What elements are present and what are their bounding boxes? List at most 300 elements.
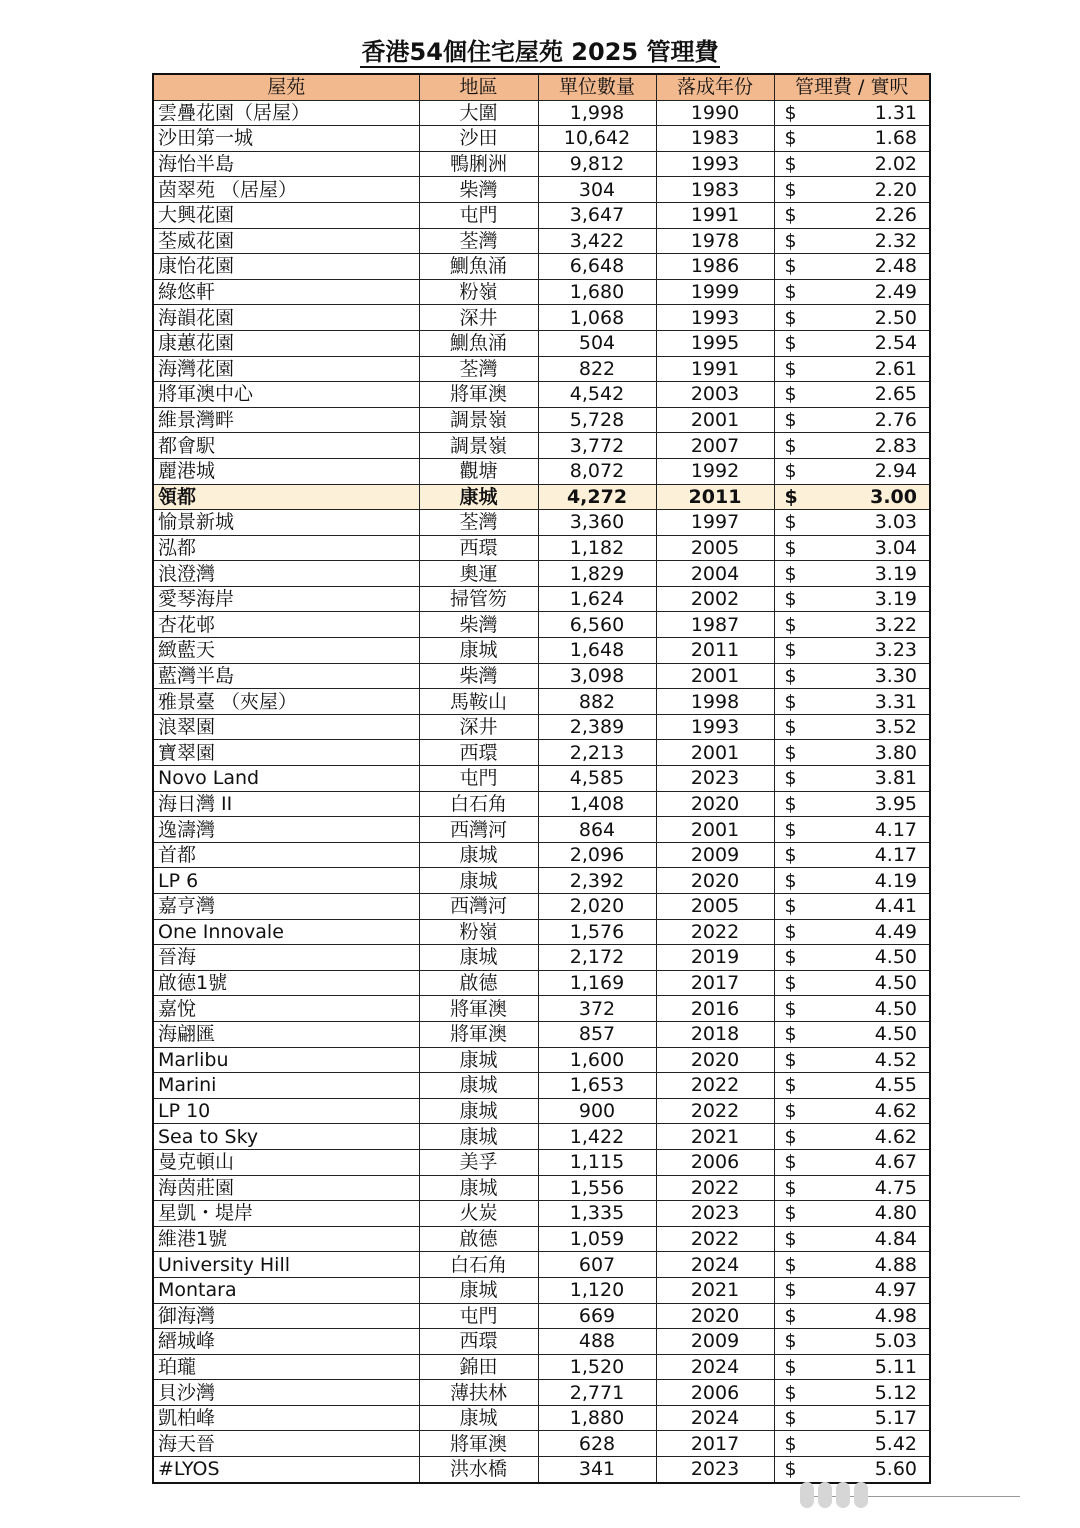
cell-district: 薄扶林: [419, 1380, 538, 1406]
cell-units: 1,068: [538, 305, 656, 331]
cell-district: 洪水橋: [419, 1457, 538, 1483]
cell-year: 2020: [656, 791, 774, 817]
cell-units: 2,172: [538, 945, 656, 971]
cell-units: 1,624: [538, 586, 656, 612]
overlay-bar: [854, 1482, 868, 1508]
currency-symbol: $: [784, 792, 797, 815]
cell-year: 1993: [656, 714, 774, 740]
cell-estate: 大興花園: [153, 202, 419, 228]
cell-year: 2024: [656, 1354, 774, 1380]
table-row: [153, 945, 930, 971]
cell-units: 1,653: [538, 1073, 656, 1099]
fee-amount: 4.50: [874, 972, 917, 995]
cell-estate: 星凱・堤岸: [153, 1201, 419, 1227]
cell-estate: Montara: [153, 1277, 419, 1303]
fee-amount: 4.17: [874, 818, 917, 841]
fee-amount: 4.17: [874, 844, 917, 867]
currency-symbol: $: [784, 357, 797, 380]
cell-district: 康城: [419, 1124, 538, 1150]
cell-estate: 海日灣 II: [153, 791, 419, 817]
cell-units: 628: [538, 1431, 656, 1457]
cell-estate: 嘉亨灣: [153, 894, 419, 920]
cell-fee: [774, 894, 930, 920]
cell-fee: [774, 1021, 930, 1047]
cell-year: 2019: [656, 945, 774, 971]
currency-symbol: $: [784, 306, 797, 329]
cell-district: 鰂魚涌: [419, 254, 538, 280]
cell-fee: [774, 1354, 930, 1380]
cell-year: 2009: [656, 1329, 774, 1355]
cell-fee: [774, 484, 930, 510]
cell-fee: [774, 766, 930, 792]
cell-units: 2,096: [538, 842, 656, 868]
cell-fee: [774, 1149, 930, 1175]
cell-estate: 珀瓏: [153, 1354, 419, 1380]
cell-fee: [774, 817, 930, 843]
cell-fee: [774, 791, 930, 817]
cell-estate: Marlibu: [153, 1047, 419, 1073]
cell-year: 2022: [656, 1226, 774, 1252]
cell-units: 1,120: [538, 1277, 656, 1303]
table-row: [153, 228, 930, 254]
cell-district: 西環: [419, 740, 538, 766]
fee-amount: 3.81: [874, 767, 917, 790]
currency-symbol: $: [784, 1432, 797, 1455]
cell-district: 大圍: [419, 100, 538, 126]
fee-amount: 3.30: [874, 664, 917, 687]
currency-symbol: $: [784, 1074, 797, 1097]
fee-amount: 4.49: [874, 920, 917, 943]
cell-units: 1,829: [538, 561, 656, 587]
fee-amount: 5.42: [874, 1432, 917, 1455]
table-row: [153, 1047, 930, 1073]
table-row: [153, 1252, 930, 1278]
table-row: [153, 1277, 930, 1303]
fee-amount: 3.52: [874, 716, 917, 739]
currency-symbol: $: [784, 281, 797, 304]
cell-estate: 貝沙灣: [153, 1380, 419, 1406]
cell-fee: [774, 1098, 930, 1124]
cell-year: 1986: [656, 254, 774, 280]
table-row: [153, 1457, 930, 1483]
cell-estate: Sea to Sky: [153, 1124, 419, 1150]
cell-estate: 麗港城: [153, 458, 419, 484]
currency-symbol: $: [784, 997, 797, 1020]
currency-symbol: $: [784, 588, 797, 611]
cell-estate: 領都: [153, 484, 419, 510]
cell-district: 西環: [419, 1329, 538, 1355]
cell-year: 2001: [656, 663, 774, 689]
fee-amount: 4.88: [874, 1253, 917, 1276]
cell-units: 1,648: [538, 638, 656, 664]
cell-units: 1,408: [538, 791, 656, 817]
fee-amount: 5.17: [874, 1407, 917, 1430]
cell-year: 2002: [656, 586, 774, 612]
cell-fee: [774, 1175, 930, 1201]
cell-year: 1999: [656, 279, 774, 305]
cell-year: 2023: [656, 766, 774, 792]
cell-district: 西灣河: [419, 817, 538, 843]
cell-estate: 愛琴海岸: [153, 586, 419, 612]
cell-estate: 緻藍天: [153, 638, 419, 664]
cell-estate: 杏花邨: [153, 612, 419, 638]
cell-fee: [774, 689, 930, 715]
currency-symbol: $: [784, 536, 797, 559]
cell-district: 觀塘: [419, 458, 538, 484]
table-row: [153, 458, 930, 484]
fee-amount: 3.19: [874, 562, 917, 585]
fee-amount: 5.11: [874, 1355, 917, 1378]
cell-year: 1983: [656, 126, 774, 152]
table-row: [153, 484, 930, 510]
cell-fee: [774, 1329, 930, 1355]
cell-district: 荃灣: [419, 356, 538, 382]
cell-district: 啟德: [419, 970, 538, 996]
cell-units: 3,098: [538, 663, 656, 689]
fee-amount: 3.95: [874, 792, 917, 815]
cell-district: 啟德: [419, 1226, 538, 1252]
cell-units: 1,556: [538, 1175, 656, 1201]
cell-units: 304: [538, 177, 656, 203]
cell-year: 2003: [656, 382, 774, 408]
fee-amount: 4.75: [874, 1176, 917, 1199]
cell-district: 鴨脷洲: [419, 151, 538, 177]
cell-units: 5,728: [538, 407, 656, 433]
page-title-text: 香港54個住宅屋苑 2025 管理費: [361, 38, 719, 66]
table-row: [153, 1329, 930, 1355]
table-row: [153, 868, 930, 894]
cell-year: 1993: [656, 151, 774, 177]
cell-year: 2023: [656, 1201, 774, 1227]
fee-amount: 4.50: [874, 946, 917, 969]
cell-units: 1,169: [538, 970, 656, 996]
table-row: [153, 126, 930, 152]
cell-year: 2005: [656, 894, 774, 920]
fee-amount: 2.76: [874, 409, 917, 432]
management-fee-table: [152, 73, 931, 1484]
cell-estate: 海茵莊園: [153, 1175, 419, 1201]
currency-symbol: $: [784, 1125, 797, 1148]
cell-fee: [774, 586, 930, 612]
currency-symbol: $: [784, 332, 797, 355]
table-row: [153, 689, 930, 715]
currency-symbol: $: [784, 664, 797, 687]
cell-year: 2022: [656, 1175, 774, 1201]
cell-units: 4,585: [538, 766, 656, 792]
header-estate: 屋苑: [153, 74, 419, 100]
cell-fee: [774, 842, 930, 868]
cell-estate: 逸濤灣: [153, 817, 419, 843]
cell-fee: [774, 1457, 930, 1483]
table-row: [153, 1073, 930, 1099]
cell-fee: [774, 202, 930, 228]
cell-estate: 首都: [153, 842, 419, 868]
cell-estate: 都會駅: [153, 433, 419, 459]
currency-symbol: $: [784, 229, 797, 252]
cell-units: 3,360: [538, 510, 656, 536]
cell-year: 1987: [656, 612, 774, 638]
currency-symbol: $: [784, 101, 797, 124]
fee-amount: 4.80: [874, 1202, 917, 1225]
cell-fee: [774, 663, 930, 689]
cell-district: 康城: [419, 1073, 538, 1099]
cell-year: 2024: [656, 1252, 774, 1278]
fee-amount: 4.62: [874, 1100, 917, 1123]
cell-fee: [774, 919, 930, 945]
cell-estate: 茵翠苑 （居屋）: [153, 177, 419, 203]
cell-district: 奧運: [419, 561, 538, 587]
cell-estate: 泓都: [153, 535, 419, 561]
cell-fee: [774, 1073, 930, 1099]
table-row: [153, 535, 930, 561]
cell-year: 1991: [656, 356, 774, 382]
currency-symbol: $: [784, 895, 797, 918]
cell-district: 調景嶺: [419, 433, 538, 459]
cell-year: 2004: [656, 561, 774, 587]
cell-fee: [774, 612, 930, 638]
table-row: [153, 970, 930, 996]
fee-amount: 4.62: [874, 1125, 917, 1148]
cell-fee: [774, 1277, 930, 1303]
cell-district: 柴灣: [419, 663, 538, 689]
table-row: [153, 791, 930, 817]
header-year: 落成年份: [656, 74, 774, 100]
table-row: [153, 638, 930, 664]
cell-fee: [774, 305, 930, 331]
cell-year: 2006: [656, 1149, 774, 1175]
currency-symbol: $: [784, 613, 797, 636]
cell-units: 2,392: [538, 868, 656, 894]
currency-symbol: $: [784, 1151, 797, 1174]
cell-district: 鰂魚涌: [419, 330, 538, 356]
cell-district: 白石角: [419, 791, 538, 817]
cell-units: 1,600: [538, 1047, 656, 1073]
table-row: [153, 1098, 930, 1124]
cell-units: 864: [538, 817, 656, 843]
fee-amount: 4.52: [874, 1048, 917, 1071]
cell-year: 2024: [656, 1405, 774, 1431]
currency-symbol: $: [784, 818, 797, 841]
currency-symbol: $: [784, 1330, 797, 1353]
table-row: [153, 1149, 930, 1175]
cell-year: 1991: [656, 202, 774, 228]
cell-district: 柴灣: [419, 612, 538, 638]
currency-symbol: $: [784, 920, 797, 943]
currency-symbol: $: [784, 485, 798, 508]
currency-symbol: $: [784, 1355, 797, 1378]
table-row: [153, 1021, 930, 1047]
currency-symbol: $: [784, 690, 797, 713]
cell-fee: [774, 1047, 930, 1073]
table-row: [153, 1124, 930, 1150]
cell-year: 2022: [656, 1073, 774, 1099]
cell-estate: #LYOS: [153, 1457, 419, 1483]
cell-district: 火炭: [419, 1201, 538, 1227]
cell-estate: 海翩匯: [153, 1021, 419, 1047]
fee-amount: 5.12: [874, 1381, 917, 1404]
cell-district: 白石角: [419, 1252, 538, 1278]
cell-year: 2016: [656, 996, 774, 1022]
fee-amount: 2.65: [874, 383, 917, 406]
cell-units: 669: [538, 1303, 656, 1329]
fee-amount: 2.26: [874, 204, 917, 227]
cell-estate: 荃威花園: [153, 228, 419, 254]
cell-units: 504: [538, 330, 656, 356]
table-body: [153, 100, 930, 1483]
cell-district: 康城: [419, 1405, 538, 1431]
cell-fee: [774, 1201, 930, 1227]
cell-units: 1,335: [538, 1201, 656, 1227]
cell-district: 康城: [419, 484, 538, 510]
cell-units: 857: [538, 1021, 656, 1047]
cell-units: 3,772: [538, 433, 656, 459]
cell-estate: 浪澄灣: [153, 561, 419, 587]
cell-year: 2020: [656, 1047, 774, 1073]
cell-fee: [774, 510, 930, 536]
cell-estate: 維景灣畔: [153, 407, 419, 433]
currency-symbol: $: [784, 1407, 797, 1430]
cell-year: 2020: [656, 868, 774, 894]
cell-estate: LP 6: [153, 868, 419, 894]
fee-amount: 4.98: [874, 1304, 917, 1327]
fee-amount: 5.60: [874, 1458, 917, 1481]
table-row: [153, 151, 930, 177]
cell-district: 將軍澳: [419, 1021, 538, 1047]
table-row: [153, 433, 930, 459]
cell-estate: Novo Land: [153, 766, 419, 792]
overlay-bar: [818, 1482, 832, 1508]
cell-year: 1995: [656, 330, 774, 356]
cell-district: 深井: [419, 714, 538, 740]
table-row: [153, 407, 930, 433]
cell-estate: 海怡半島: [153, 151, 419, 177]
fee-amount: 3.00: [870, 485, 917, 508]
cell-units: 372: [538, 996, 656, 1022]
cell-fee: [774, 638, 930, 664]
cell-year: 2021: [656, 1277, 774, 1303]
overlay-bar: [800, 1482, 814, 1508]
cell-district: 柴灣: [419, 177, 538, 203]
cell-district: 康城: [419, 945, 538, 971]
cell-district: 粉嶺: [419, 919, 538, 945]
cell-estate: 曼克頓山: [153, 1149, 419, 1175]
cell-district: 粉嶺: [419, 279, 538, 305]
cell-estate: University Hill: [153, 1252, 419, 1278]
fee-amount: 3.31: [874, 690, 917, 713]
cell-units: 488: [538, 1329, 656, 1355]
currency-symbol: $: [784, 741, 797, 764]
cell-fee: [774, 1303, 930, 1329]
fee-amount: 2.02: [874, 153, 917, 176]
cell-units: 900: [538, 1098, 656, 1124]
cell-estate: 將軍澳中心: [153, 382, 419, 408]
cell-district: 掃管笏: [419, 586, 538, 612]
cell-estate: 海天晉: [153, 1431, 419, 1457]
cell-fee: [774, 330, 930, 356]
currency-symbol: $: [784, 1458, 797, 1481]
cell-year: 2001: [656, 817, 774, 843]
cell-district: 康城: [419, 638, 538, 664]
cell-estate: 藍灣半島: [153, 663, 419, 689]
cell-fee: [774, 1380, 930, 1406]
table-row: [153, 714, 930, 740]
fee-amount: 2.32: [874, 229, 917, 252]
cell-estate: 凱柏峰: [153, 1405, 419, 1431]
currency-symbol: $: [784, 204, 797, 227]
cell-units: 1,680: [538, 279, 656, 305]
cell-fee: [774, 1124, 930, 1150]
cell-units: 10,642: [538, 126, 656, 152]
cell-fee: [774, 1226, 930, 1252]
table-row: [153, 356, 930, 382]
cell-units: 822: [538, 356, 656, 382]
cell-fee: [774, 254, 930, 280]
cell-district: 康城: [419, 1175, 538, 1201]
cell-year: 2006: [656, 1380, 774, 1406]
fee-amount: 3.04: [874, 536, 917, 559]
fee-amount: 4.55: [874, 1074, 917, 1097]
cell-district: 馬鞍山: [419, 689, 538, 715]
cell-estate: 縉城峰: [153, 1329, 419, 1355]
cell-year: 2009: [656, 842, 774, 868]
cell-district: 將軍澳: [419, 996, 538, 1022]
table-row: [153, 1405, 930, 1431]
currency-symbol: $: [784, 562, 797, 585]
cell-district: 調景嶺: [419, 407, 538, 433]
cell-year: 2017: [656, 970, 774, 996]
table-row: [153, 1303, 930, 1329]
currency-symbol: $: [784, 127, 797, 150]
cell-fee: [774, 228, 930, 254]
table-row: [153, 305, 930, 331]
currency-symbol: $: [784, 434, 797, 457]
fee-amount: 3.22: [874, 613, 917, 636]
table-row: [153, 663, 930, 689]
currency-symbol: $: [784, 1176, 797, 1199]
cell-district: 西灣河: [419, 894, 538, 920]
table-row: [153, 740, 930, 766]
fee-amount: 2.83: [874, 434, 917, 457]
table-row: [153, 177, 930, 203]
table-row: [153, 1175, 930, 1201]
cell-fee: [774, 561, 930, 587]
cell-year: 1992: [656, 458, 774, 484]
fee-amount: 3.23: [874, 639, 917, 662]
currency-symbol: $: [784, 946, 797, 969]
currency-symbol: $: [784, 1048, 797, 1071]
cell-units: 1,059: [538, 1226, 656, 1252]
table-row: [153, 894, 930, 920]
cell-year: 1990: [656, 100, 774, 126]
cell-fee: [774, 970, 930, 996]
cell-district: 康城: [419, 1277, 538, 1303]
fee-amount: 4.84: [874, 1228, 917, 1251]
fee-amount: 2.61: [874, 357, 917, 380]
currency-symbol: $: [784, 1023, 797, 1046]
currency-symbol: $: [784, 1228, 797, 1251]
table-row: [153, 612, 930, 638]
table-row: [153, 842, 930, 868]
cell-year: 2007: [656, 433, 774, 459]
cell-fee: [774, 740, 930, 766]
cell-estate: 愉景新城: [153, 510, 419, 536]
cell-fee: [774, 714, 930, 740]
header-district: 地區: [419, 74, 538, 100]
cell-fee: [774, 356, 930, 382]
table-row: [153, 996, 930, 1022]
cell-district: 美孚: [419, 1149, 538, 1175]
cell-fee: [774, 151, 930, 177]
